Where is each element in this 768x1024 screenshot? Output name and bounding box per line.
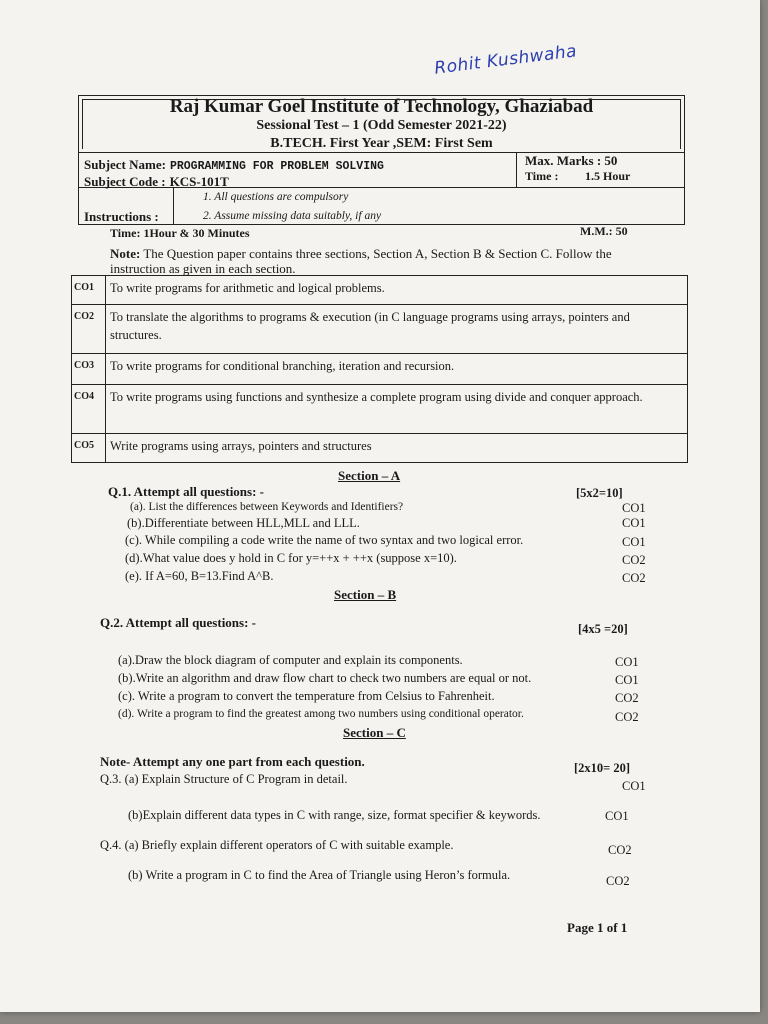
course-outcomes-table — [71, 275, 688, 463]
subject-code-value: KCS-101T — [169, 174, 229, 189]
co-code: CO5 — [72, 434, 106, 463]
q3a-text: Q.3. (a) Explain Structure of C Program in detail. — [100, 772, 348, 786]
co-code: CO2 — [72, 305, 106, 354]
q2-item: (d). Write a program to find the greatest among two numbers using conditional operator. — [118, 708, 524, 720]
table-row — [72, 276, 688, 305]
q3b-co: CO1 — [605, 809, 629, 823]
table-row — [72, 305, 688, 354]
time-label: Time : — [525, 169, 559, 183]
divider — [516, 152, 517, 187]
duration: Time: 1Hour & 30 Minutes — [110, 226, 250, 240]
q1-heading: Q.1. Attempt all questions: - — [108, 484, 264, 499]
q4b-co: CO2 — [606, 874, 630, 888]
q2-marks: [4x5 =20] — [578, 622, 628, 636]
exam-name: Sessional Test – 1 (Odd Semester 2021-22) — [256, 118, 507, 133]
subject-name-label: Subject Name: — [84, 157, 166, 172]
q1-item: (a). List the differences between Keywords and Identifiers? — [130, 501, 404, 513]
note-label: Note: — [110, 246, 141, 261]
q1-item: (c). While compiling a code write the name of two syntax and two logical error. — [125, 533, 524, 547]
co-code: CO3 — [72, 354, 106, 385]
q3b-text: (b)Explain different data types in C with range, size, format specifier & keywords. — [128, 808, 541, 822]
q2-item-co: CO2 — [615, 691, 639, 705]
section-b-title: Section – B — [334, 587, 397, 602]
q1-item: (b).Differentiate between HLL,MLL and LLL. — [127, 516, 360, 530]
time-value: 1.5 Hour — [585, 169, 631, 183]
table-row — [72, 434, 688, 463]
q1-item-co: CO1 — [622, 516, 646, 530]
subject-name-value: PROGRAMMING FOR PROBLEM SOLVING — [169, 160, 384, 173]
page-number: Page 1 of 1 — [567, 920, 628, 935]
q1-item: (d).What value does y hold in C for y=++x + ++x (suppose x=10). — [125, 551, 457, 565]
section-c-note: Note- Attempt any one part from each question. — [100, 754, 365, 769]
subject-code — [84, 173, 229, 191]
max-marks-label: Max. Marks : 50 — [525, 153, 618, 168]
q2-item-co: CO1 — [615, 655, 639, 669]
section-c-marks: [2x10= 20] — [574, 761, 631, 775]
course-line: B.TECH. First Year ,SEM: First Sem — [270, 136, 493, 151]
handwritten-signature: Rohit Kushwaha — [433, 41, 579, 79]
section-a-title: Section – A — [338, 468, 401, 483]
table-row — [72, 385, 688, 434]
q4a-text: Q.4. (a) Briefly explain different operators of C with suitable example. — [100, 838, 454, 852]
note — [110, 246, 670, 276]
co-description: To translate the algorithms to programs & execution (in C language programs using arrays, pointers and structures. — [106, 305, 688, 354]
q2-heading: Q.2. Attempt all questions: - — [100, 615, 256, 630]
institute-title: Raj Kumar Goel Institute of Technology, Ghaziabad — [169, 96, 594, 117]
section-c-title: Section – C — [343, 725, 406, 740]
co-description: To write programs for arithmetic and logical problems. — [106, 276, 688, 305]
q1-item-co: CO1 — [622, 501, 646, 515]
q4a-co: CO2 — [608, 843, 632, 857]
header-box — [78, 95, 685, 225]
q1-marks: [5x2=10] — [576, 486, 623, 500]
max-marks-short: M.M.: 50 — [580, 224, 628, 238]
instruction-1: 1. All questions are compulsory — [203, 191, 349, 203]
co-description: To write programs using functions and synthesize a complete program using divide and conquer approach. — [106, 385, 688, 434]
q2-item: (b).Write an algorithm and draw flow chart to check two numbers are equal or not. — [118, 671, 532, 685]
q2-item: (a).Draw the block diagram of computer and explain its components. — [118, 653, 463, 667]
q2-item-co: CO2 — [615, 710, 639, 724]
co-code: CO4 — [72, 385, 106, 434]
q1-item-co: CO2 — [622, 553, 646, 567]
co-code: CO1 — [72, 276, 106, 305]
q1-item: (e). If A=60, B=13.Find A^B. — [125, 569, 274, 583]
q1-item-co: CO2 — [622, 571, 646, 585]
table-row — [72, 354, 688, 385]
instruction-2: 2. Assume missing data suitably, if any — [203, 210, 382, 222]
q1-item-co: CO1 — [622, 535, 646, 549]
q4b-text: (b) Write a program in C to find the Area of Triangle using Heron’s formula. — [128, 868, 511, 882]
subject-code-label: Subject Code : — [84, 174, 166, 189]
co-description: Write programs using arrays, pointers and structures — [106, 434, 688, 463]
note-text: The Question paper contains three sections, Section A, Section B & Section C. Follow the instruction as given in each section. — [110, 246, 612, 276]
q3a-co: CO1 — [622, 779, 646, 793]
q2-item-co: CO1 — [615, 673, 639, 687]
instructions-label: Instructions : — [84, 209, 159, 224]
divider — [173, 187, 174, 224]
co-description: To write programs for conditional branching, iteration and recursion. — [106, 354, 688, 385]
subject-name — [84, 156, 384, 174]
q2-item: (c). Write a program to convert the temperature from Celsius to Fahrenheit. — [118, 689, 495, 703]
